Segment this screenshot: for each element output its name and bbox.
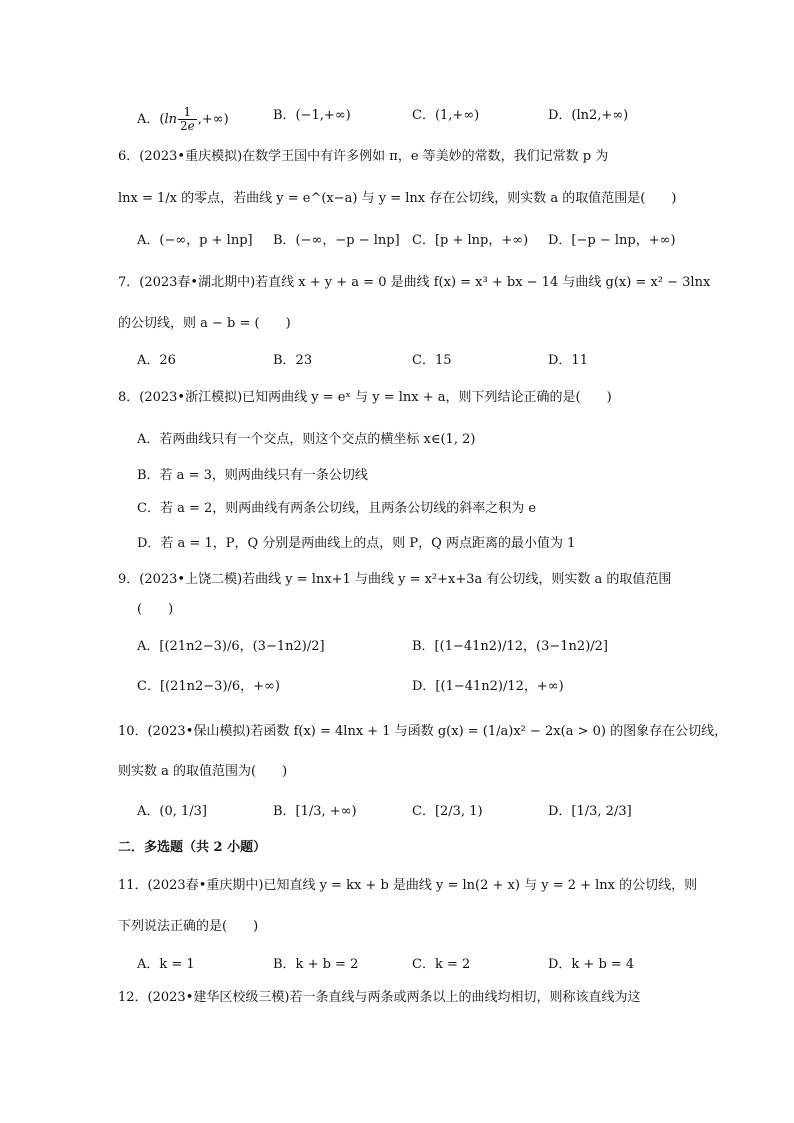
q9-stem-line2: ( ) (137, 602, 174, 617)
q7-option-c: C．15 (412, 353, 452, 368)
q7-option-a: A．26 (137, 353, 176, 368)
q10-option-c: C．[2/3, 1) (412, 804, 483, 819)
q11-stem-line1: 11．(2023春•重庆期中)已知直线 y = kx + b 是曲线 y = ln(2 + x) 与 y = 2 + lnx 的公切线，则 (118, 878, 698, 893)
q10-option-a: A．(0, 1/3] (137, 804, 207, 819)
q10-stem-line1: 10．(2023•保山模拟)若函数 f(x) = 4lnx + 1 与函数 g(x) = (1/a)x² − 2x(a > 0) 的图象存在公切线， (118, 724, 728, 739)
q7-stem-line2: 的公切线，则 a − b = ( ) (118, 316, 291, 331)
q9-option-d: D．[(1−41n2)/12，+∞) (412, 679, 564, 694)
q9-stem-line1: 9．(2023•上饶二模)若曲线 y = lnx+1 与曲线 y = x²+x+3a 有公切线，则实数 a 的取值范围 (118, 572, 672, 587)
q9-option-a: A．[(21n2−3)/6，(3−1n2)/2] (137, 639, 325, 654)
q7-option-d: D．11 (548, 353, 588, 368)
q10-option-b: B．[1/3, +∞) (273, 804, 357, 819)
q11-option-a: A．k = 1 (137, 957, 195, 972)
q6-stem-line1: 6．(2023•重庆模拟)在数学王国中有许多例如 π，e 等美妙的常数，我们记常数 p 为 (118, 149, 609, 164)
q5-option-c: C．(1,+∞) (412, 108, 480, 123)
q9-option-b: B．[(1−41n2)/12，(3−1n2)/2] (412, 639, 608, 654)
q5-option-a: A．(ln $\frac{1}{2e}$ ,+∞) (137, 105, 229, 133)
q11-option-d: D．k + b = 4 (548, 957, 635, 972)
q5-option-d: D．(ln2,+∞) (548, 108, 629, 123)
q7-option-b: B．23 (273, 353, 313, 368)
q10-stem-line2: 则实数 a 的取值范围为( ) (118, 764, 288, 779)
q8-option-a: A．若两曲线只有一个交点，则这个交点的横坐标 x∈(1, 2) (137, 432, 476, 447)
q11-stem-line2: 下列说法正确的是( ) (118, 919, 259, 934)
q5-option-b: B．(−1,+∞) (273, 108, 351, 123)
q9-option-c: C．[(21n2−3)/6，+∞) (137, 679, 280, 694)
q6-option-a: A．(−∞，p + lnp] (137, 233, 253, 248)
q6-stem-line2: lnx = 1/x 的零点，若曲线 y = e^(x−a) 与 y = lnx 存在公切线，则实数 a 的取值范围是( ) (118, 191, 677, 206)
q6-option-d: D．[−p − lnp，+∞) (548, 233, 676, 248)
q8-option-d: D．若 a = 1，P，Q 分别是两曲线上的点，则 P，Q 两点距离的最小值为 1 (137, 536, 576, 551)
q8-stem: 8．(2023•浙江模拟)已知两曲线 y = eˣ 与 y = lnx + a，则下列结论正确的是( ) (118, 390, 612, 405)
q7-stem-line1: 7．(2023春•湖北期中)若直线 x + y + a = 0 是曲线 f(x) = x³ + bx − 14 与曲线 g(x) = x² − 3lnx (118, 275, 711, 290)
q11-option-b: B．k + b = 2 (273, 957, 359, 972)
q6-option-c: C．[p + lnp，+∞) (412, 233, 529, 248)
q6-option-b: B．(−∞，−p − lnp] (273, 233, 400, 248)
q8-option-c: C．若 a = 2，则两曲线有两条公切线，且两条公切线的斜率之积为 e (137, 501, 537, 516)
q8-option-b: B．若 a = 3，则两曲线只有一条公切线 (137, 468, 368, 483)
q12-stem-line1: 12．(2023•建华区校级三模)若一条直线与两条或两条以上的曲线均相切，则称该直线为这 (118, 990, 641, 1005)
section-heading-multiple-choice: 二．多选题（共 2 小题） (118, 840, 267, 855)
q10-option-d: D．[1/3, 2/3] (548, 804, 632, 819)
q11-option-c: C．k = 2 (412, 957, 471, 972)
